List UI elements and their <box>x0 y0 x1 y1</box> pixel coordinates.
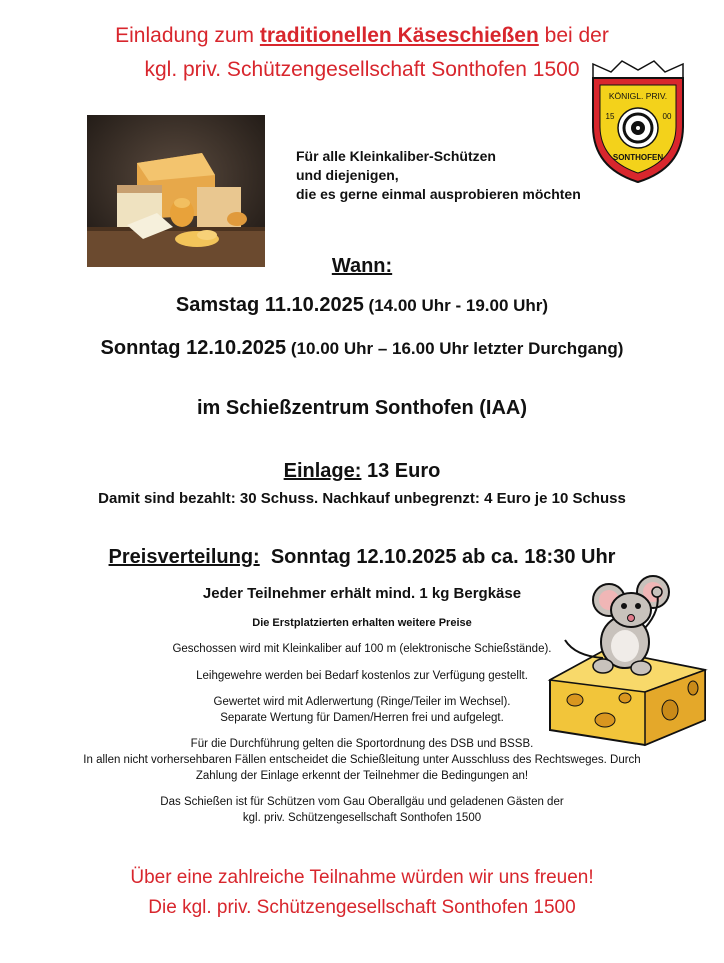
closing-line-1: Über eine zahlreiche Teilnahme würden wir uns freuen! <box>130 867 594 888</box>
entry-fee-label: Einlage: <box>283 460 362 482</box>
closing-line-2: Die kgl. priv. Schützengesellschaft Sonthofen 1500 <box>148 897 576 918</box>
cheese-photo <box>87 115 265 267</box>
sunday-date: Sonntag 12.10.2025 <box>100 337 287 359</box>
rule-caliber: Geschossen wird mit Kleinkaliber auf 100 m (elektronische Schießstände). <box>172 643 552 655</box>
prize-value: Sonntag 12.10.2025 ab ca. 18:30 Uhr <box>259 546 616 568</box>
mouse-on-cheese-illustration <box>545 570 710 750</box>
prize-label: Preisverteilung: <box>108 546 260 568</box>
entry-fee-value: 13 Euro <box>361 460 441 482</box>
rule-rental-rifles: Leihgewehre werden bei Bedarf kostenlos zur Verfügung gestellt. <box>196 670 528 682</box>
saturday-time: (14.00 Uhr - 19.00 Uhr) <box>363 296 549 315</box>
intro-line-2: und diejenigen, <box>296 167 399 183</box>
entry-fee-details: Damit sind bezahlt: 30 Schuss. Nachkauf unbegrenzt: 4 Euro je 10 Schuss <box>98 490 626 507</box>
rule-eligibility-line-2: kgl. priv. Schützengesellschaft Sonthofen 1500 <box>242 812 482 824</box>
crest-bottom-text: SONTHOFEN <box>612 153 664 162</box>
crest-right-number: 00 <box>662 112 672 121</box>
club-crest-logo <box>587 56 689 188</box>
crest-left-number: 15 <box>605 112 615 121</box>
title-line-2: kgl. priv. Schützengesellschaft Sonthofen 1500 <box>144 58 580 81</box>
rule-regulations-line-2: In allen nicht vorhersehbaren Fällen entscheidet die Schießleitung unter Ausschluss des Rechtsweges. Durch <box>83 754 641 766</box>
rule-scoring-line-2: Separate Wertung für Damen/Herren frei und aufgelegt. <box>220 712 504 724</box>
title-emphasis: traditionellen Käseschießen <box>259 24 539 47</box>
rule-eligibility <box>0 794 724 826</box>
title-suffix: bei der <box>538 24 609 47</box>
saturday-date: Samstag 11.10.2025 <box>175 294 364 316</box>
sunday-time: (10.00 Uhr – 16.00 Uhr letzter Durchgang) <box>286 339 624 358</box>
title-line-1 <box>0 24 724 48</box>
rule-scoring-line-1: Gewertet wird mit Adlerwertung (Ringe/Teiler im Wechsel). <box>213 696 511 708</box>
sunday-schedule <box>0 337 724 360</box>
location: im Schießzentrum Sonthofen (IAA) <box>197 397 527 419</box>
rule-regulations-line-3: Zahlung der Einlage erkennt der Teilnehmer die Bedingungen an! <box>195 770 529 782</box>
intro-line-3: die es gerne einmal ausprobieren möchten <box>296 186 581 202</box>
when-heading: Wann: <box>331 255 393 277</box>
prize-ceremony <box>0 546 724 569</box>
intro-text <box>296 147 581 204</box>
intro-line-1: Für alle Kleinkaliber-Schützen <box>296 148 496 164</box>
entry-fee <box>0 460 724 483</box>
rule-regulations-line-1: Für die Durchführung gelten die Sportordnung des DSB und BSSB. <box>190 738 534 750</box>
title-prefix: Einladung zum <box>115 24 260 47</box>
saturday-schedule <box>0 294 724 317</box>
rule-eligibility-line-1: Das Schießen ist für Schützen vom Gau Oberallgäu und geladenen Gästen der <box>160 796 564 808</box>
top-prizes: Die Erstplatzierten erhalten weitere Preise <box>252 617 472 629</box>
crest-top-text: KÖNIGL. PRIV. <box>608 91 668 101</box>
minimum-cheese: Jeder Teilnehmer erhält mind. 1 kg Bergkäse <box>202 585 522 602</box>
